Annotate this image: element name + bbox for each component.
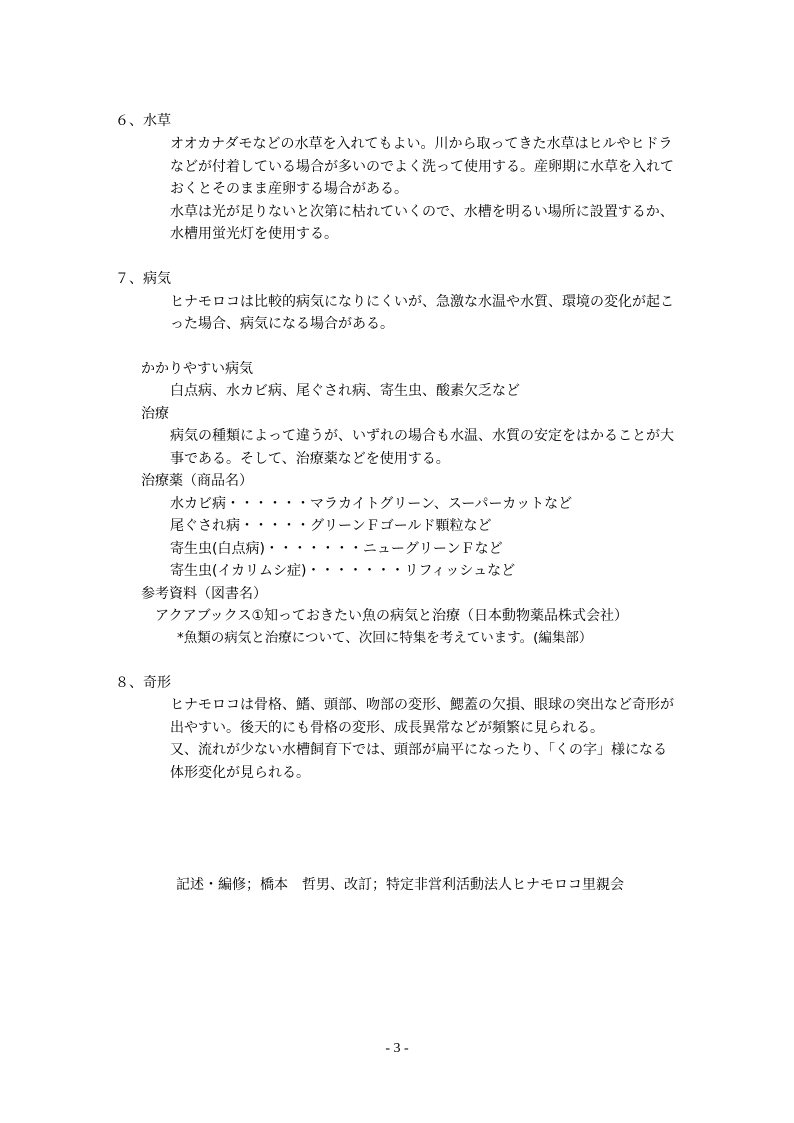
- section-8-heading: ８、奇形: [115, 675, 171, 691]
- medicine-item-2: 尾ぐされ病・・・・・グリーンＦゴールド顆粒など: [170, 518, 492, 534]
- section-8-line-3: 又、流れが少ない水槽飼育下では、頭部が扁平になったり、「くの字」様になる: [170, 742, 667, 758]
- medicine-label: 治療薬（商品名）: [141, 473, 253, 489]
- reference-label: 参考資料（図書名）: [141, 586, 267, 602]
- section-6-heading: ６、水草: [115, 113, 171, 129]
- medicine-item-3: 寄生虫(白点病)・・・・・・・ニューグリーンＦなど: [170, 541, 503, 557]
- treatment-line-2: 事である。そして、治療薬などを使用する。: [170, 451, 450, 467]
- section-6-line-4: 水草は光が足りないと次第に枯れていくので、水槽を明るい場所に設置するか、: [170, 204, 674, 220]
- section-6-line-3: おくとそのまま産卵する場合がある。: [170, 181, 408, 197]
- section-7-line-1: ヒナモロコは比較的病気になりにくいが、急激な水温や水質、環境の変化が起こ: [170, 294, 674, 310]
- author-credit: 記述・編修；橋本 哲男、改訂；特定非営利活動法人ヒナモロコ里親会: [176, 877, 624, 893]
- treatment-label: 治療: [141, 406, 169, 422]
- section-8-line-4: 体形変化が見られる。: [170, 765, 310, 781]
- page-number: - 3 -: [385, 1041, 409, 1056]
- section-6-line-2: などが付着している場合が多いのでよく洗って使用する。産卵期に水草を入れて: [170, 159, 674, 175]
- medicine-item-1: 水カビ病・・・・・・マラカイトグリーン、スーパーカットなど: [170, 496, 573, 512]
- section-7-line-2: った場合、病気になる場合がある。: [170, 316, 394, 332]
- common-diseases-text: 白点病、水カビ病、尾ぐされ病、寄生虫、酸素欠乏など: [170, 383, 520, 399]
- section-7-heading: ７、病気: [115, 271, 171, 287]
- medicine-item-4: 寄生虫(イカリムシ症)・・・・・・・リフィッシュなど: [170, 563, 516, 579]
- section-6-line-5: 水槽用蛍光灯を使用する。: [170, 226, 338, 242]
- reference-text: アクアブックス①知っておきたい魚の病気と治療（日本動物薬品株式会社）: [155, 608, 629, 624]
- common-diseases-label: かかりやすい病気: [141, 361, 253, 377]
- treatment-line-1: 病気の種類によって違うが、いずれの場合も水温、水質の安定をはかることが大: [170, 428, 674, 444]
- section-6-line-1: オオカナダモなどの水草を入れてもよい。川から取ってきた水草はヒルやヒドラ: [170, 136, 673, 152]
- section-8-line-2: 出やすい。後天的にも骨格の変形、成長異常などが頻繁に見られる。: [170, 720, 604, 736]
- section-8-line-1: ヒナモロコは骨格、鰭、頭部、吻部の変形、鰓蓋の欠損、眼球の突出など奇形が: [170, 697, 674, 713]
- editor-note: *魚類の病気と治療について、次回に特集を考えています。(編集部）: [177, 630, 593, 646]
